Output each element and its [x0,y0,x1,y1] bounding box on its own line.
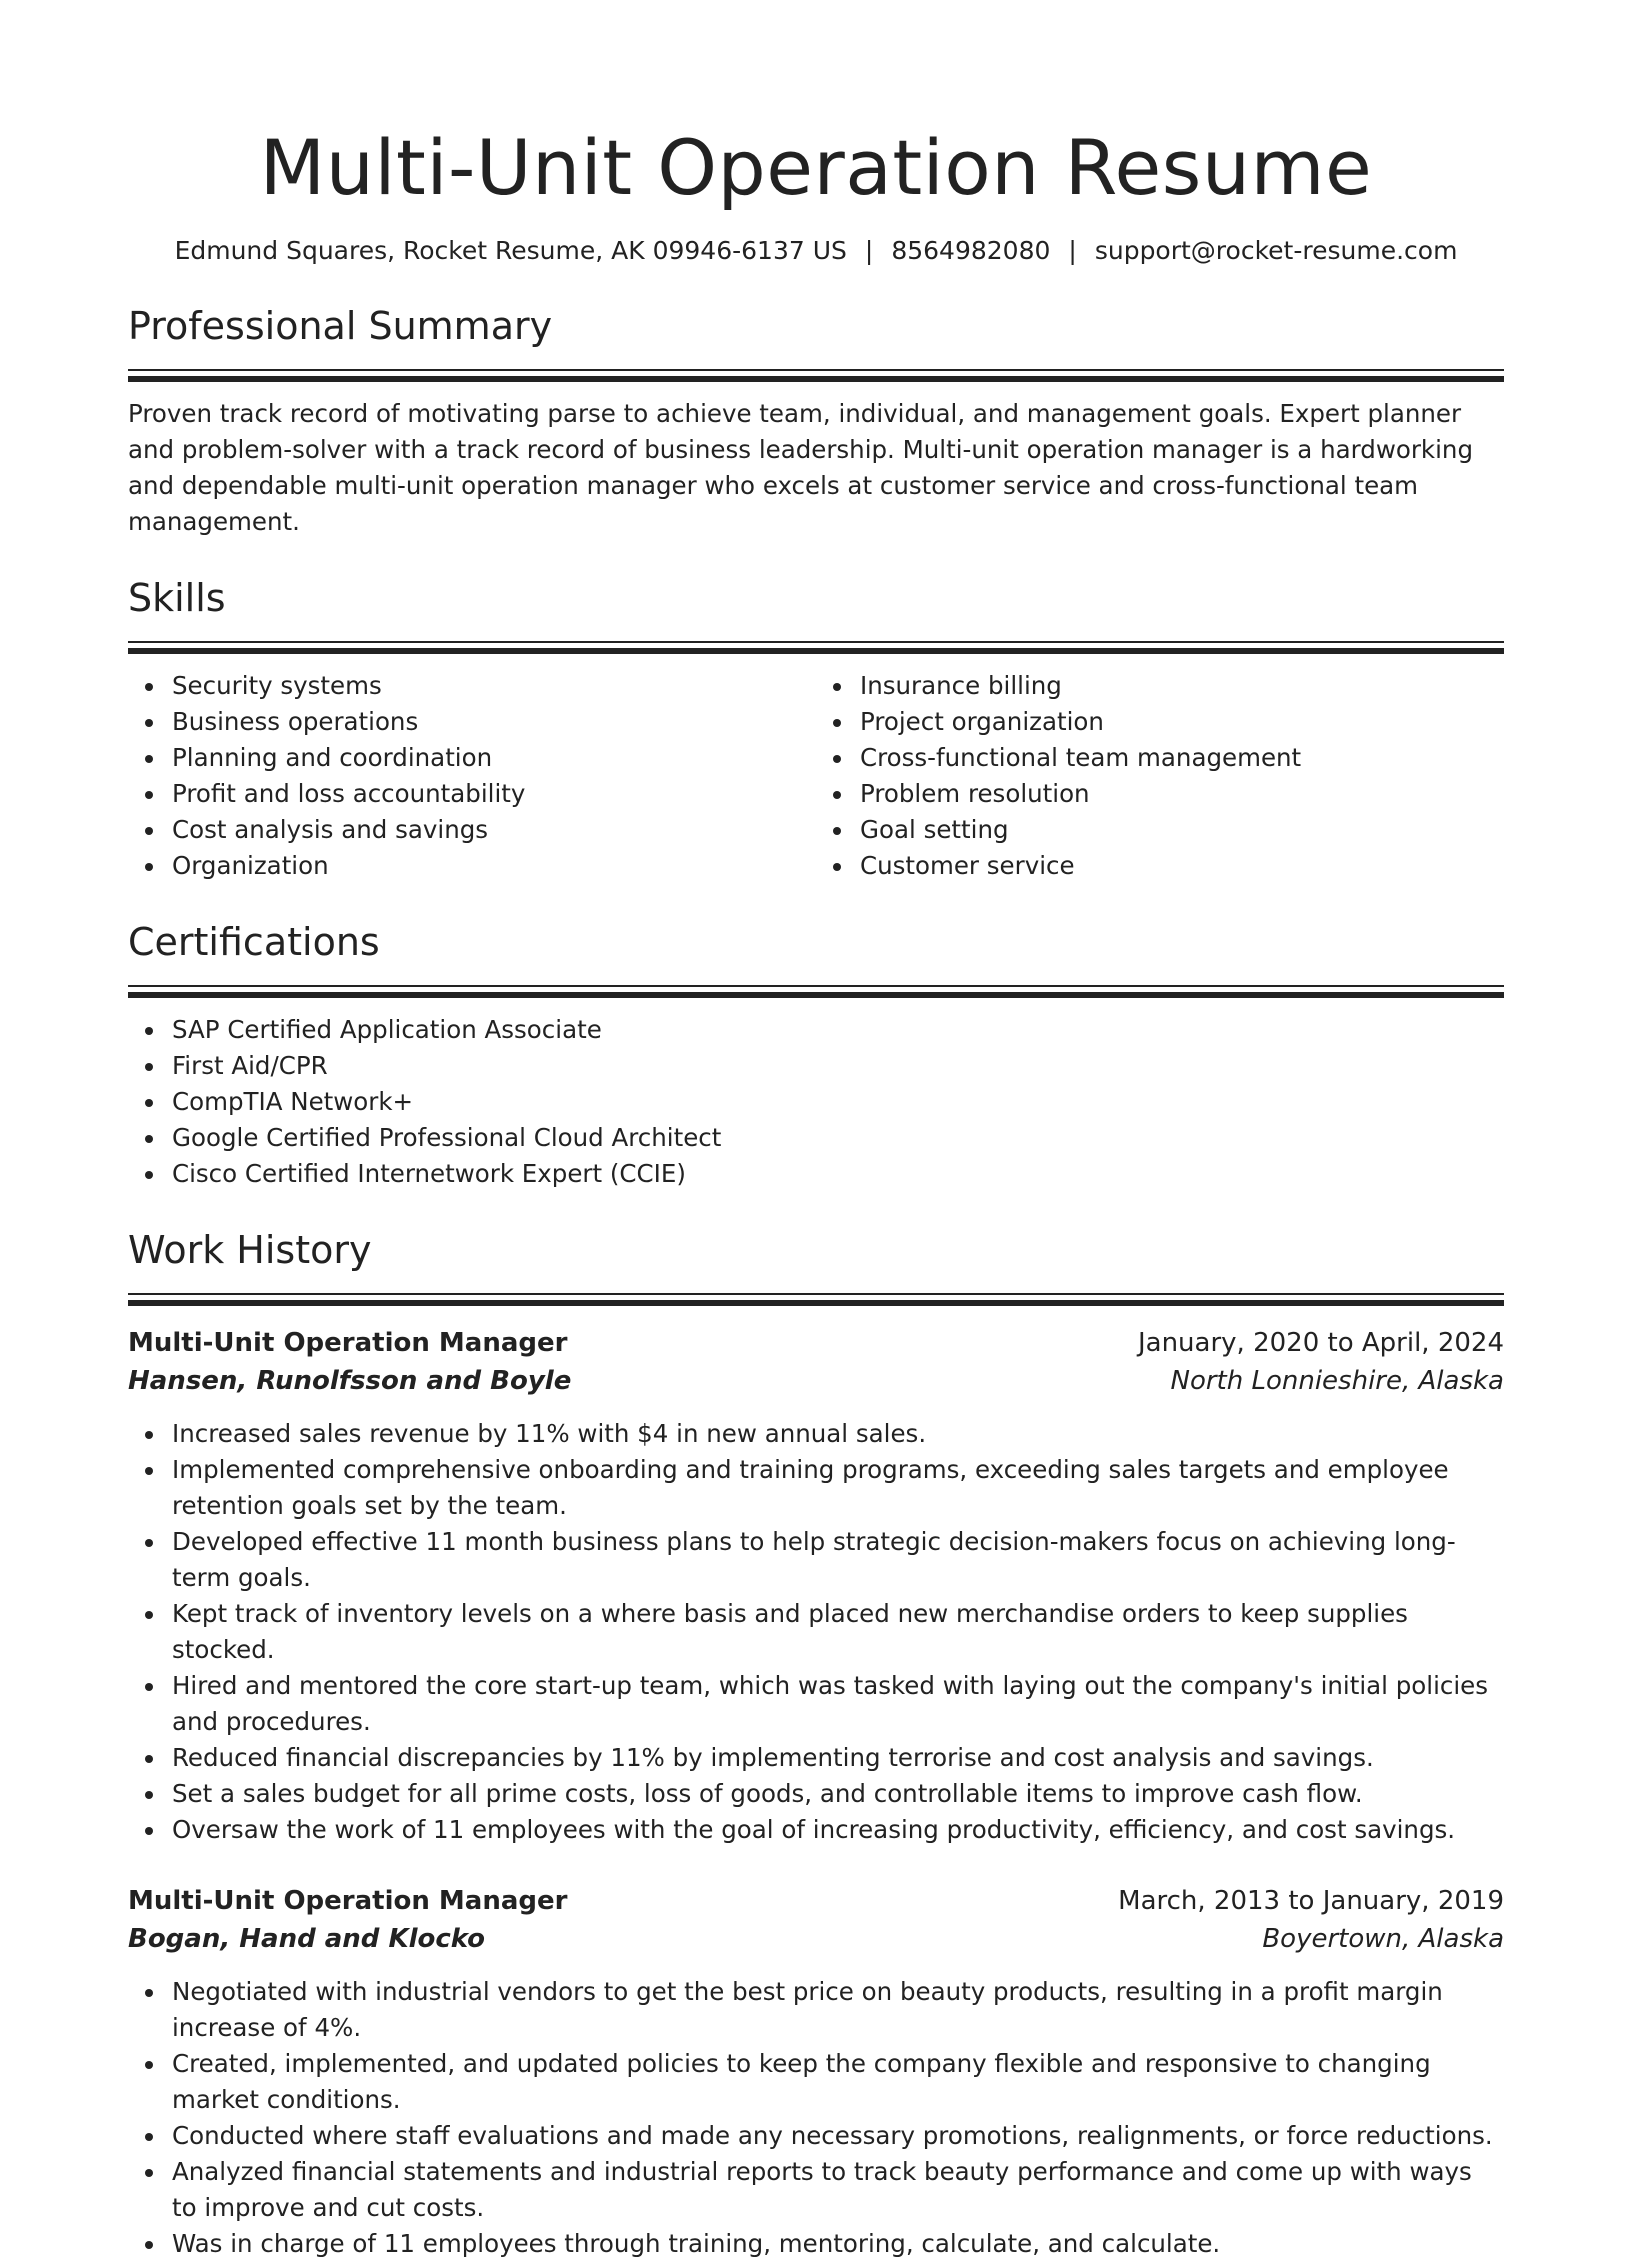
list-item: First Aid/CPR [172,1048,1504,1084]
section-heading: Professional Summary [128,304,553,348]
contact-email[interactable]: support@rocket-resume.com [1094,236,1458,265]
certifications-section [128,918,1504,1192]
contact-phone: 8564982080 [891,236,1051,265]
job-entry [128,1324,1504,1848]
list-item: Created, implemented, and updated policies to keep the company flexible and responsive to changing market conditions. [172,2046,1504,2118]
job-company: Hansen, Runolfsson and Boyle [128,1366,572,1396]
list-item: Set a sales budget for all prime costs, loss of goods, and controllable items to improve cash flow. [172,1776,1504,1812]
contact-address: Edmund Squares, Rocket Resume, AK 09946-6137 US [174,236,847,265]
page-title: Multi-Unit Operation Resume [259,123,1373,212]
list-item: Business operations [172,704,816,740]
list-item: Cisco Certified Internetwork Expert (CCIE) [172,1156,1504,1192]
list-item: Problem resolution [860,776,1504,812]
list-item: CompTIA Network+ [172,1084,1504,1120]
section-divider [128,369,1504,382]
list-item: Goal setting [860,812,1504,848]
list-item: Profit and loss accountability [172,776,816,812]
list-item: Implemented comprehensive onboarding and training programs, exceeding sales targets and employee retention goals set by the team. [172,1452,1504,1524]
job-location: Boyertown, Alaska [1262,1924,1504,1954]
list-item: Analyzed financial statements and industrial reports to track beauty performance and come up with ways to improve and cut costs. [172,2154,1504,2226]
contact-separator: | [1068,236,1077,265]
section-divider [128,985,1504,998]
job-subheader-row [128,1920,1504,1958]
list-item: Hired and mentored the core start-up team, which was tasked with laying out the company's initial policies and procedures. [172,1668,1504,1740]
list-item: Conducted where staff evaluations and made any necessary promotions, realignments, or force reductions. [172,2118,1504,2154]
list-item: Developed effective 11 month business plans to help strategic decision-makers focus on achieving long-term goals. [172,1524,1504,1596]
section-heading: Certifications [128,920,380,964]
contact-separator: | [864,236,874,265]
job-dates: January, 2020 to April, 2024 [1137,1328,1504,1358]
list-item: Increased sales revenue by 11% with $4 in new annual sales. [172,1416,1504,1452]
list-item: Was in charge of 11 employees through training, mentoring, calculate, and calculate. [172,2226,1504,2262]
list-item: SAP Certified Application Associate [172,1012,1504,1048]
job-company: Bogan, Hand and Klocko [128,1924,486,1954]
skills-section [128,574,1504,884]
section-divider [128,641,1504,654]
list-item: Customer service [860,848,1504,884]
certifications-list [128,1012,1504,1192]
skills-list-right [816,668,1504,884]
list-item: Reduced financial discrepancies by 11% by implementing terrorise and cost analysis and savings. [172,1740,1504,1776]
job-title: Multi-Unit Operation Manager [128,1328,568,1358]
job-header-row [128,1882,1504,1920]
list-item: Planning and coordination [172,740,816,776]
section-heading: Skills [128,576,226,620]
skills-grid [128,654,1504,884]
job-bullets [128,1416,1504,1848]
list-item: Insurance billing [860,668,1504,704]
job-title: Multi-Unit Operation Manager [128,1886,568,1916]
list-item: Organization [172,848,816,884]
summary-section [128,302,1504,540]
job-entry [128,1882,1504,2262]
summary-text: Proven track record of motivating parse to achieve team, individual, and management goals. Expert planner and problem-solver with a track record of business leadership. Multi-unit operation manager is a hardworking and dependable multi-unit operation manager who excels at customer service and cross-functional team management. [128,399,1474,536]
resume-page [128,0,1504,2262]
list-item: Google Certified Professional Cloud Architect [172,1120,1504,1156]
contact-line [128,234,1504,268]
list-item: Oversaw the work of 11 employees with the goal of increasing productivity, efficiency, and cost savings. [172,1812,1504,1848]
job-subheader-row [128,1362,1504,1400]
list-item: Security systems [172,668,816,704]
section-divider [128,1293,1504,1306]
job-header-row [128,1324,1504,1362]
list-item: Negotiated with industrial vendors to get the best price on beauty products, resulting in a profit margin increase of 4%. [172,1974,1504,2046]
section-heading: Work History [128,1228,372,1272]
list-item: Project organization [860,704,1504,740]
job-bullets [128,1974,1504,2262]
job-location: North Lonnieshire, Alaska [1170,1366,1504,1396]
list-item: Kept track of inventory levels on a where basis and placed new merchandise orders to keep supplies stocked. [172,1596,1504,1668]
list-item: Cost analysis and savings [172,812,816,848]
job-dates: March, 2013 to January, 2019 [1118,1886,1504,1916]
work-history-section [128,1226,1504,2262]
list-item: Cross-functional team management [860,740,1504,776]
skills-list-left [128,668,816,884]
